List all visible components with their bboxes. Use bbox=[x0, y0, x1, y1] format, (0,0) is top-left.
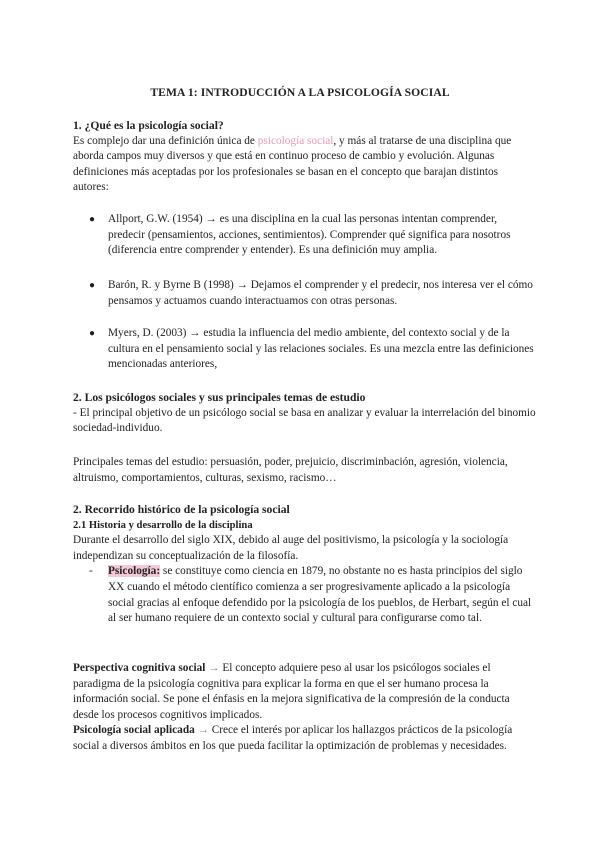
perspectives-block bbox=[73, 661, 536, 755]
topics-paragraph-block bbox=[73, 455, 536, 486]
history-list bbox=[73, 564, 536, 626]
highlighted-term: Psicología: bbox=[108, 565, 161, 578]
cognitive-paragraph: Perspectiva cognitiva social → El concepto adquiere peso al usar los psicólogos sociales el paradigma de la psicología cognitiva para explicar la forma en que el ser humano procesa la información social. Se pone el énfasis en la mejora significativa de la compresión de la conducta desde los procesos cognitivos implicados. bbox=[73, 662, 510, 721]
definition-list bbox=[73, 278, 536, 309]
term-label: Perspectiva cognitiva social bbox=[73, 662, 206, 674]
intro-paragraph: Es complejo dar una definición única de psicología social, y más al tratarse de una disciplina que aborda campos muy diversos y que está en continuo proceso de cambio y evolución. Algunas definiciones más aceptadas por los profesionales se basan en el concepto que barajan distintos autores: bbox=[73, 134, 512, 194]
applied-paragraph: Psicología social aplicada → Crece el interés por aplicar los hallazgos prácticos de la psicología social a diversos ámbitos en los que pueda facilitar la optimización de problemas y necesidades. bbox=[73, 724, 513, 752]
objective-paragraph: - El principal objetivo de un psicólogo social se basa en analizar y evaluar la interrelación del binomio sociedad-individuo. bbox=[73, 406, 536, 435]
document-title: TEMA 1: INTRODUCCIÓN A LA PSICOLOGÍA SOCIAL bbox=[150, 86, 450, 99]
section-topics bbox=[73, 390, 536, 437]
arrow-icon: → bbox=[205, 662, 223, 674]
bullet-icon: ● bbox=[89, 214, 96, 225]
section-what-is bbox=[73, 118, 536, 196]
section-history bbox=[73, 502, 536, 627]
bullet-icon: ● bbox=[89, 280, 96, 291]
list-item: - Psicología: se constituye como ciencia en 1879, no obstante no es hasta principios del siglo XX cuando el método científico comienza a ser progresivamente aplicado a la psicología social gracias al enfoque defendido por la psicología de los pueblos, de Herbart, según el cual al ser humano requiere de un contexto social y cultural para configurarse como tal. bbox=[89, 565, 532, 625]
psychology-link[interactable]: psicología social bbox=[257, 134, 334, 147]
definition-list bbox=[73, 326, 536, 373]
topics-paragraph: Principales temas del estudio: persuasión, poder, prejuicio, discriminbación, agresión, violencia, altruismo, comportamientos, culturas, sexismo, racismo… bbox=[73, 456, 508, 484]
arrow-icon: → bbox=[194, 724, 212, 737]
list-item: ● Barón, R. y Byrne B (1998) → Dejamos el comprender y el predecir, nos interesa ver el cómo pensamos y actuamos cuando interactuamos con otras personas. bbox=[89, 279, 533, 307]
section-heading: 1. ¿Qué es la psicología social? bbox=[73, 119, 224, 132]
section-heading: 2. Recorrido histórico de la psicología social bbox=[73, 503, 290, 516]
term-label: Psicología social aplicada bbox=[73, 724, 195, 737]
bullet-icon: ● bbox=[89, 328, 96, 339]
definition-list bbox=[73, 212, 536, 259]
history-paragraph: Durante el desarrollo del siglo XIX, debido al auge del positivismo, la psicología y la sociología independizan su conceptualización de la filosofía. bbox=[73, 534, 509, 562]
section-heading: 2. Los psicólogos sociales y sus principales temas de estudio bbox=[73, 391, 366, 404]
list-item: ● Allport, G.W. (1954) → es una disciplina en la cual las personas intentan comprender, predecir (pensamientos, acciones, sentimientos). Comprender qué significa para nosotros (diferencia entre comprender y entender). Es una definición muy amplia. bbox=[89, 213, 511, 257]
subsection-heading: 2.1 Historia y desarrollo de la disciplina bbox=[73, 519, 253, 531]
dash-marker: - bbox=[89, 565, 93, 578]
list-item: ● Myers, D. (2003) → estudia la influencia del medio ambiente, del contexto social y de la cultura en el pensamiento social y las relaciones sociales. Es una mezcla entre las definiciones mencionadas anteriores, bbox=[89, 327, 534, 371]
